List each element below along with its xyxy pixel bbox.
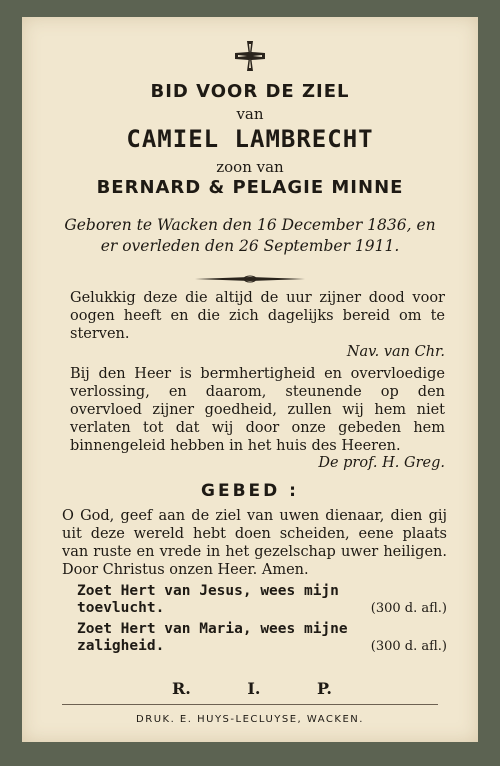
- prayer-title: GEBED :: [201, 481, 299, 501]
- van-text: van: [236, 105, 264, 123]
- born-line-1: Geboren te Wacken den 16 December 1836, en: [64, 216, 436, 234]
- rip-p: P.: [317, 679, 332, 698]
- invocation-1-line-1: Zoet Hert van Jesus, wees mijn: [77, 583, 339, 599]
- ornament-divider: [22, 269, 478, 288]
- prayer-text: O God, geef aan de ziel van uwen dienaar, dien gij uit deze wereld hebt doen scheiden, eene plaats van ruste en vrede in het gezelschap uwer heiligen. Door Christus onzen Heer. Amen.: [62, 508, 447, 578]
- deceased-name: CAMIEL LAMBRECHT: [126, 125, 374, 153]
- invocation-2-line-2: zaligheid.: [77, 638, 165, 654]
- bottom-divider: [62, 704, 438, 705]
- printer-credit: DRUK. E. HUYS-LECLUYSE, WACKEN.: [136, 714, 364, 725]
- heading: BID VOOR DE ZIEL: [150, 81, 350, 102]
- invocation-1: [77, 583, 447, 617]
- birth-death-text: [22, 215, 478, 257]
- invocation-2: [77, 621, 447, 655]
- invocation-1-line-2: toevlucht.: [77, 600, 165, 616]
- born-line-2: er overleden den 26 September 1911.: [100, 237, 400, 255]
- memorial-card: [22, 17, 478, 742]
- cross-icon: [22, 39, 478, 77]
- rip-i: I.: [247, 679, 261, 698]
- source-2: De prof. H. Greg.: [318, 455, 445, 471]
- zoon-van-text: zoon van: [216, 158, 284, 176]
- invocation-2-indulgence: (300 d. afl.): [370, 639, 447, 654]
- paragraph-1: Gelukkig deze die altijd de uur zijner dood voor oogen heeft en die zich dagelijks bereid om te sterven.: [70, 290, 445, 342]
- rip-r: R.: [172, 679, 191, 698]
- invocation-1-indulgence: (300 d. afl.): [370, 601, 447, 616]
- source-1: Nav. van Chr.: [346, 344, 445, 360]
- rip-text: [172, 679, 332, 698]
- parents-names: BERNARD & PELAGIE MINNE: [96, 177, 404, 198]
- invocation-2-line-1: Zoet Hert van Maria, wees mijne: [77, 621, 348, 637]
- paragraph-2: Bij den Heer is bermhertigheid en overvloedige verlossing, en daarom, steunende op den overvloed zijner goedheid, zullen wij hem niet verlaten tot dat wij door onze gebeden hem binnengeleid hebben in het huis des Heeren.: [70, 366, 445, 454]
